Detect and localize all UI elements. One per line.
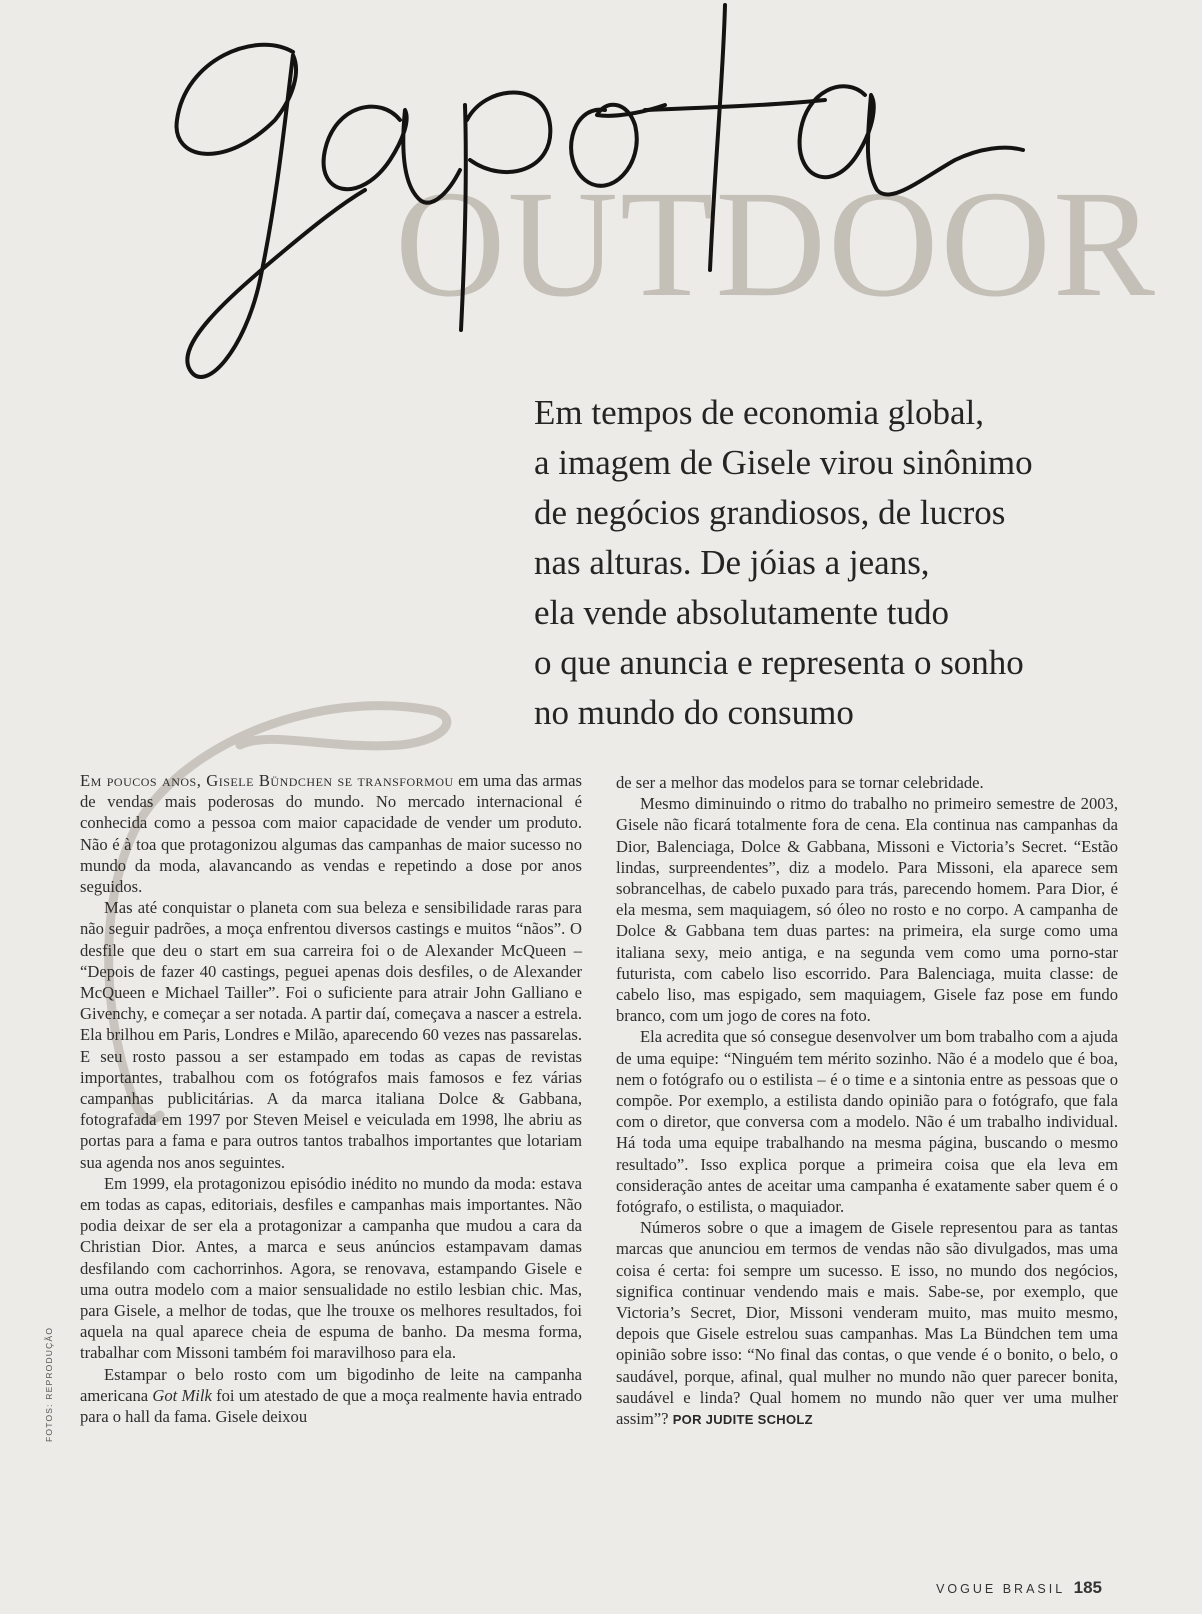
body-column-left [80, 770, 582, 1427]
page-number: 185 [1073, 1578, 1102, 1597]
deck-line: ela vende absolutamente tudo [534, 593, 949, 632]
paragraph-text: Números sobre o que a imagem de Gisele representou para as tantas marcas que anunciou em termos de vendas não são divulgados, mas uma coisa é certa: foi sempre um sucesso. E isso, no mundo dos negócios, significa continuar vendendo mais e mais. Sabe-se, por exemplo, que Victoria’s Secret, Dior, Missoni venderam muito, mas muito mesmo, depois que Gisele estrelou suas campanhas. Mas La Bündchen tem uma opinião sobre isso: “No final das contas, o que vende é o bonito, o belo, o saudável, porque, afinal, qual mulher no mundo não quer parecer bonita, saudável e linda? Qual homem no mundo não quer ver uma mulher assim”? [616, 1218, 1118, 1429]
display-title-outdoor: OUTDOOR [395, 160, 1157, 329]
body-paragraph [80, 770, 582, 897]
body-paragraph: Em 1999, ela protagonizou episódio inédito no mundo da moda: estava em todas as capas, editoriais, desfiles e campanhas mais importantes. Não podia deixar de ser ela a protagonizar a campanha que mudou a cara da Christian Dior. Antes, a marca e seus anúncios estampavam damas desfilando com cachorrinhos. Agora, se renovava, estampando Gisele e uma outra modelo com a maior sensualidade no estilo lesbian chic. Mas, para Gisele, a melhor de todas, que lhe trouxe os melhores resultados, foi aquela na qual aparece cheia de espuma de banho. Da mesma forma, trabalhar com Missoni também foi maravilhoso para ela. [80, 1173, 582, 1363]
body-paragraph: de ser a melhor das modelos para se tornar celebridade. [616, 773, 984, 792]
deck-line: Em tempos de economia global, [534, 393, 985, 432]
magazine-name: VOGUE BRASIL [936, 1582, 1066, 1596]
body-paragraph [616, 1217, 1118, 1430]
page-folio [936, 1578, 1102, 1598]
lead-in: Em poucos anos, Gisele Bündchen se transformou [80, 771, 454, 790]
deck-line: no mundo do consumo [534, 693, 854, 732]
body-paragraph: Ela acredita que só consegue desenvolver um bom trabalho com a ajuda de uma equipe: “Ninguém tem mérito sozinho. Não é a modelo que é boa, nem o fotógrafo ou o estilista – é o time e a sintonia entre as pessoas que o compõe. Por exemplo, a estilista dando opinião para o fotógrafo, que fala com o diretor, que conversa com a modelo. Não é um trabalho individual. Há toda uma equipe trabalhando na mesma página, buscando o mesmo resultado”. Isso explica porque a primeira coisa que ela leva em consideração antes de aceitar uma campanha é exatamente saber quem é o fotógrafo, o estilista, o maquiador. [616, 1027, 1118, 1217]
campaign-name: Got Milk [152, 1385, 212, 1405]
script-title-garota [165, 0, 1025, 400]
photo-credit: FOTOS: REPRODUÇÃO [44, 1326, 54, 1442]
handwritten-word-drawing [165, 0, 1025, 400]
deck-line: nas alturas. De jóias a jeans, [534, 543, 930, 582]
article-deck [534, 388, 1134, 738]
body-paragraph: Mesmo diminuindo o ritmo do trabalho no primeiro semestre de 2003, Gisele não ficará totalmente fora de cena. Ela continua nas campanhas da Dior, Balenciaga, Dolce & Gabbana, Missoni e Victoria’s Secret. “Estão lindas, surpreendentes”, diz a modelo. Para Missoni, ela aparece sem sobrancelhas, de cabelo puxado para trás, parecendo homem. Para Dior, é ela mesma, sem maquiagem, só óleo no rosto e no corpo. A campanha de Dolce & Gabbana tem duas partes: na primeira, ela surge como uma italiana sexy, meio antiga, e na segunda vem como uma porno-star futurista, com cabelo liso escorrido. Para Balenciaga, muita classe: de cabelo liso, mas espigado, sem maquiagem, Gisele faz pose em fundo branco, com um jogo de cores na foto. [616, 794, 1118, 1026]
paragraph-text: em uma das armas de vendas mais poderosas do mundo. No mercado internacional é conhecida como a pessoa com maior capacidade de vender um produto. Não é à toa que protagonizou algumas das campanhas de maior sucesso no mundo da moda, alavancando as vendas e repetindo a dose por anos seguidos. [80, 771, 582, 897]
body-paragraph: Mas até conquistar o planeta com sua beleza e sensibilidade raras para não seguir padrões, a moça enfrentou diversos castings e muitos “nãos”. O desfile que deu o start em sua carreira foi o de Alexander McQueen – “Depois de fazer 40 castings, peguei apenas dois desfiles, o de Alexander McQueen e Michael Tailler”. Foi o suficiente para atrair John Galliano e Givenchy, e começar a ser notada. A partir daí, começava a nascer a estrela. Ela brilhou em Paris, Londres e Milão, aparecendo 60 vezes nas passarelas. E seu rosto passou a ser estampado em todas as capas de revistas importantes, trabalhou com os fotógrafos mais famosos e fez várias campanhas publicitárias. A da marca italiana Dolce & Gabbana, fotografada em 1997 por Steven Meisel e veiculada em 1998, lhe abriu as portas para a fama e para outros tantos trabalhos importantes que lotariam sua agenda nos anos seguintes. [80, 898, 582, 1172]
deck-line: o que anuncia e representa o sonho [534, 643, 1024, 682]
byline: POR JUDITE SCHOLZ [672, 1412, 813, 1428]
body-paragraph [80, 1364, 582, 1428]
deck-line: de negócios grandiosos, de lucros [534, 493, 1006, 532]
paragraph-text: Estampar o belo rosto com um bigodinho de leite na campanha americana [80, 1364, 582, 1405]
paragraph-text: foi um atestado de que a moça realmente havia entrado para o hall da fama. Gisele deixou [80, 1385, 582, 1427]
body-column-right [616, 772, 1118, 1430]
deck-line: a imagem de Gisele virou sinônimo [534, 443, 1033, 482]
